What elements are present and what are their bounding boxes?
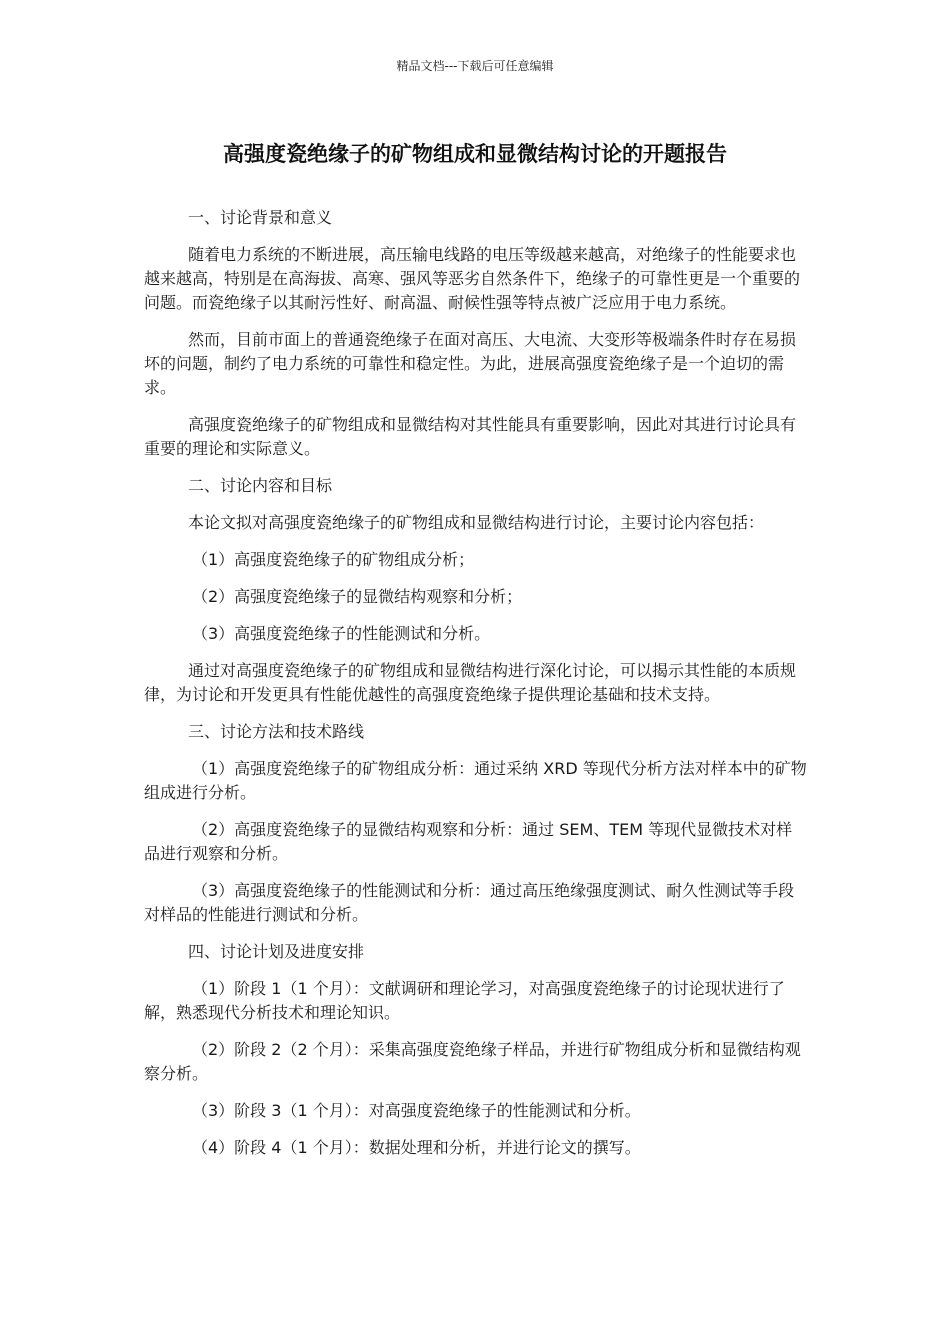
paragraph: 然而，目前市面上的普通瓷绝缘子在面对高压、大电流、大变形等极端条件时存在易损坏的问题，制约了电力系统的可靠性和稳定性。为此，进展高强度瓷绝缘子是一个迫切的需求。 (144, 330, 797, 397)
section-heading-background: 一、讨论背景和意义 (188, 208, 333, 227)
list-item: （3）高强度瓷绝缘子的性能测试和分析。 (192, 624, 491, 643)
section-heading-schedule: 四、讨论计划及进度安排 (188, 942, 365, 961)
list-item: （2）阶段 2（2 个月）：采集高强度瓷绝缘子样品，并进行矿物组成分析和显微结构观察分析。 (144, 1040, 801, 1083)
page-header: 精品文档---下载后可任意编辑 (396, 59, 554, 73)
section-heading-content: 二、讨论内容和目标 (188, 476, 333, 495)
list-item: （3）高强度瓷绝缘子的性能测试和分析：通过高压绝缘强度测试、耐久性测试等手段对样品的性能进行测试和分析。 (144, 881, 795, 924)
list-item: （2）高强度瓷绝缘子的显微结构观察和分析：通过 SEM、TEM 等现代显微技术对样品进行观察和分析。 (144, 820, 793, 863)
section-heading-methods: 三、讨论方法和技术路线 (188, 722, 365, 741)
list-item: （1）高强度瓷绝缘子的矿物组成分析：通过采纳 XRD 等现代分析方法对样本中的矿物组成进行分析。 (144, 759, 807, 802)
list-item: （2）高强度瓷绝缘子的显微结构观察和分析； (192, 587, 523, 606)
paragraph: 随着电力系统的不断进展，高压输电线路的电压等级越来越高，对绝缘子的性能要求也越来越高，特别是在高海拔、高寒、强风等恶劣自然条件下，绝缘子的可靠性更是一个重要的问题。而瓷绝缘子以其耐污性好、耐高温、耐候性强等特点被广泛应用于电力系统。 (144, 245, 801, 312)
list-item: （1）高强度瓷绝缘子的矿物组成分析； (192, 550, 475, 569)
list-item: （3）阶段 3（1 个月）：对高强度瓷绝缘子的性能测试和分析。 (192, 1101, 641, 1120)
list-item: （1）阶段 1（1 个月）：文献调研和理论学习，对高强度瓷绝缘子的讨论现状进行了解，熟悉现代分析技术和理论知识。 (144, 979, 785, 1022)
document-body (144, 206, 808, 1173)
list-item: （4）阶段 4（1 个月）：数据处理和分析，并进行论文的撰写。 (192, 1138, 641, 1157)
paragraph: 高强度瓷绝缘子的矿物组成和显微结构对其性能具有重要影响，因此对其进行讨论具有重要的理论和实际意义。 (144, 415, 797, 458)
document-title: 高强度瓷绝缘子的矿物组成和显微结构讨论的开题报告 (223, 142, 727, 166)
paragraph: 通过对高强度瓷绝缘子的矿物组成和显微结构进行深化讨论，可以揭示其性能的本质规律，为讨论和开发更具有性能优越性的高强度瓷绝缘子提供理论基础和技术支持。 (144, 661, 797, 704)
paragraph: 本论文拟对高强度瓷绝缘子的矿物组成和显微结构进行讨论，主要讨论内容包括： (188, 513, 765, 532)
